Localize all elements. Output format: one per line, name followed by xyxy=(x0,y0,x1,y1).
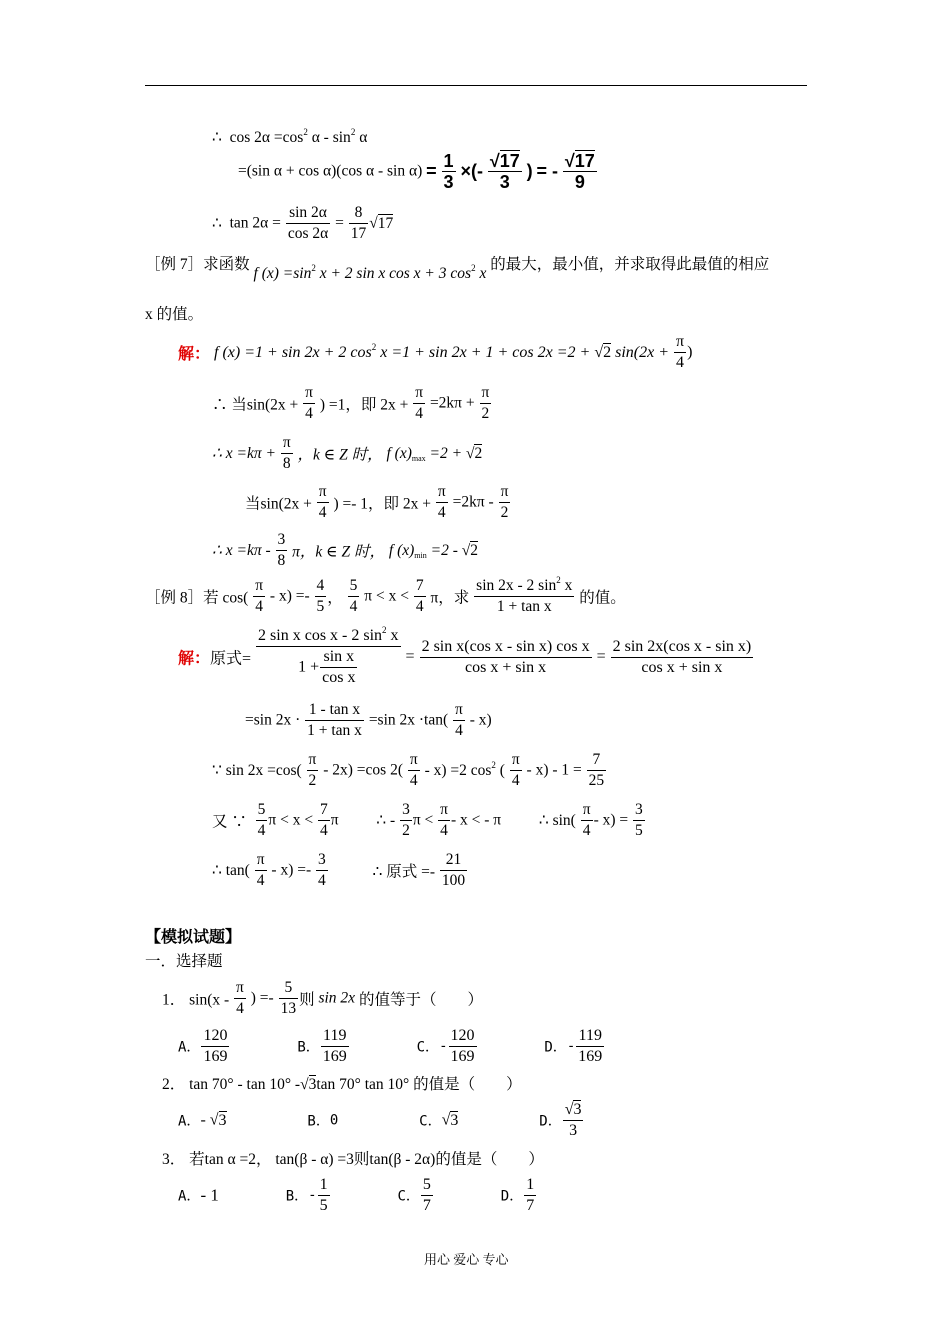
ex7-when2: 当sin(2x + $\frac{\pi}{4}$ ) =- 1，即 2x + $\frac{\pi}{4}$ =2kπ - $\frac{\pi}{2}$ xyxy=(245,483,509,521)
ex8-solution-line5: ∴ tan( $\frac{\pi}{4}$ - x) =- $\frac{3}{4}$ ∴ 原式 =- $\frac{21}{100}$ xyxy=(212,851,466,889)
question-3-options: A．- 1 B．- $\frac{1}{5}$ C． $\frac{5}{7}$ D． $\frac{1}{7}$ xyxy=(178,1176,535,1214)
question-1-options: A． $\frac{120}{169}$ B． $\frac{119}{169}$ C．- $\frac{120}{169}$ D．- $\frac{119}{169}$ xyxy=(178,1027,603,1065)
ex7-min: ∴ x =kπ - $\frac{3}{8}$ π，k ∈ Z 时， f $(x)_{min} =2 - √2$ xyxy=(212,531,478,569)
ex7-prompt: ［例 7］求函数 f $(x) =\sin^2$ x + 2 sin x cos x + 3 $\cos^2 x$ 的最大，最小值，并求取得此最值的相应 xyxy=(145,256,770,282)
question-1: 1． sin(x - $\frac{\pi}{4}$ ) =- $\frac{5}{13}$ 则 sin 2x 的值等于（ ） xyxy=(162,979,483,1017)
question-2-options: A．- √3 B．0 C．√3 D． $\frac{√3}{3}$ xyxy=(178,1101,582,1139)
ex8-solution-line3: ∵ sin 2x =cos( $\frac{\pi}{2}$ - 2x) =cos 2( $\frac{\pi}{4}$ - x) =2 $\cos^2$ ( $\frac{\pi}{4}$ - x) - 1 = $\frac{7}{25}$ xyxy=(212,751,605,789)
section-title: 【模拟试题】 xyxy=(145,927,242,946)
ex8-solution-line4: 又 ∵ $\frac{5}{4}$ π < x < $\frac{7}{4}$ π ∴ - $\frac{3}{2}$ π < $\frac{\pi}{4}$ - x < - π ∴ sin( $\frac{\pi}{4}$ - x) = $\frac{3}{5}$ xyxy=(212,801,643,839)
ex7-prompt-2: x 的值。 xyxy=(145,306,204,323)
ex7-max: ∴ x =kπ + $\frac{\pi}{8}$ ，k ∈ Z 时， f $(x)_{max} =2 + √2$ xyxy=(212,434,483,472)
ex6-line2: =(sin α + cos α)(cos α - sin α) = $\frac{1}{3}$ ×(- $\frac{√17}{3}$ ) = - $\frac{√17}{9}$ xyxy=(238,151,595,192)
ex7-solution: 解： f (x) =1 + sin 2x + 2 $\cos^2 x =1 + \sin 2x + 1 + \cos 2x =2 + √2$ sin(2x + $\frac{\pi}{4}$ ) xyxy=(178,333,693,371)
page-footer: 用心 爱心 专心 xyxy=(424,1252,509,1267)
ex8-solution-line1: 解：原式= 2 sin x cos x - 2 $\sin^2 x$ 1 + $\frac{\text{sin x}}{\text{cos x}}$ = $\frac{\text{2 sin x(cos x - sin x) cos x}}{\text{cos x + sin x}}$ = $\frac{\text{2 sin 2x(cos x - sin x)}}{\text{cos x + sin x}}$ xyxy=(178,625,752,686)
question-2: 2． tan 70° - tan 10° -√3tan 70° tan 10° 的值是（ ） xyxy=(162,1076,522,1093)
ex6-line1: ∴ $\cos 2\alpha =\cos^2$ α - $\sin^2 \alpha$ xyxy=(212,127,368,146)
ex7-when1: ∴ 当sin(2x + $\frac{\pi}{4}$ ) =1，即 2x + $\frac{\pi}{4}$ =2kπ + $\frac{\pi}{2}$ xyxy=(212,384,490,422)
header-rule xyxy=(145,85,807,86)
section-choice: 一．选择题 xyxy=(145,953,223,970)
ex8-prompt: ［例 8］若 cos( $\frac{\pi}{4}$ - x) =- $\frac{4}{5}$ ， $\frac{5}{4}$ π < x < $\frac{7}{4}$ π，求 $\frac{\sin 2x - 2 \sin^2 x}{\text{1 + tan x}}$ 的值。 xyxy=(145,575,626,615)
question-3: 3． 若tan α =2， tan(β - α) =3则tan(β - 2α)的值是（ ） xyxy=(162,1151,544,1168)
ex8-solution-line2: =sin 2x · $\frac{\text{1 - tan x}}{\text{1 + tan x}}$ =sin 2x ·tan( $\frac{\pi}{4}$ - x) xyxy=(245,701,492,739)
ex6-line3: ∴ tan 2α = $\frac{\sin 2\alpha}{\cos 2\alpha}$ = $\frac{8}{17}$ √17 xyxy=(212,204,394,242)
